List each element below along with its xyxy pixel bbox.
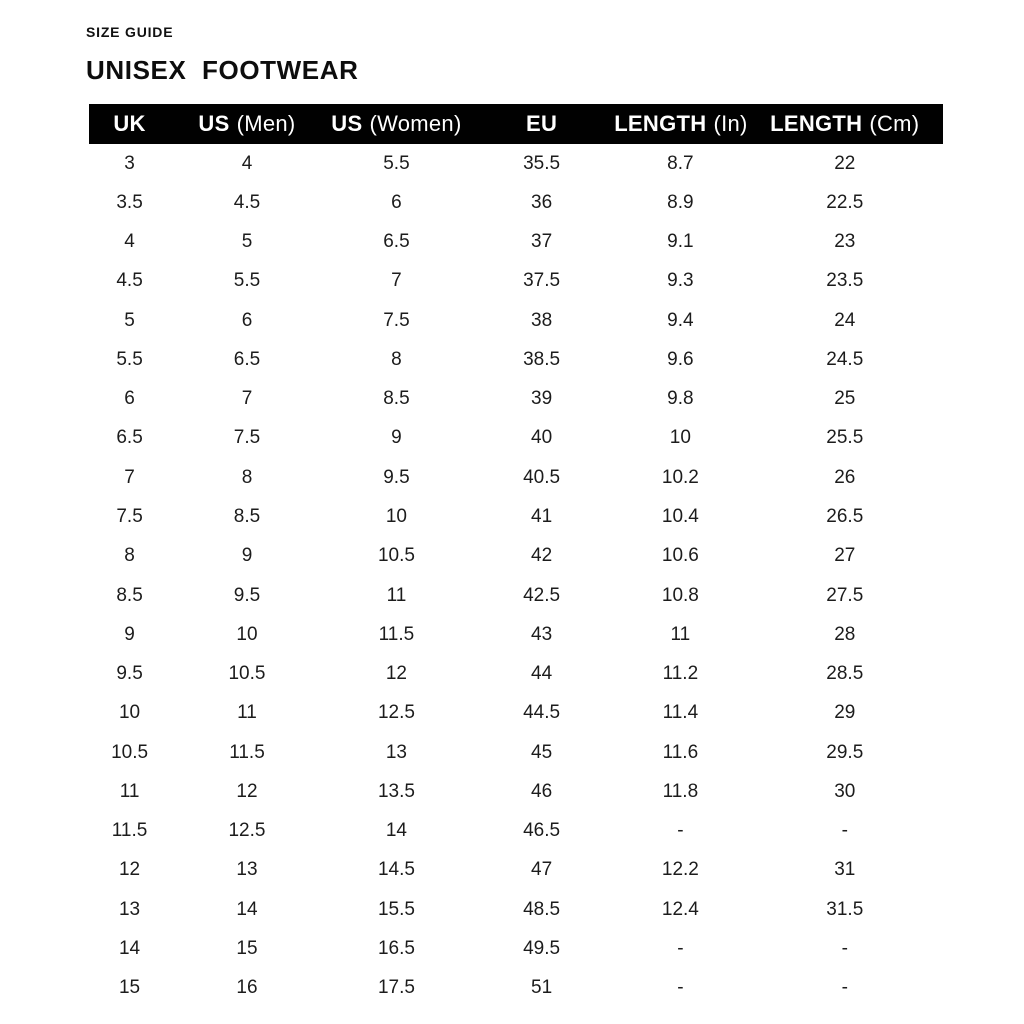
table-cell: - <box>841 937 848 959</box>
table-cell: 31.5 <box>826 898 864 920</box>
table-cell: 12 <box>385 663 407 685</box>
table-cell: 46 <box>531 780 553 802</box>
table-cell: 51 <box>531 977 553 999</box>
table-cell: 42 <box>531 545 553 567</box>
table-cell: 11 <box>670 623 691 645</box>
table-cell: 5.5 <box>233 270 261 292</box>
column-header-us-men <box>170 104 324 144</box>
column-header-uk <box>89 104 170 144</box>
table-cell: - <box>841 820 848 842</box>
table-cell: 44.5 <box>523 702 561 724</box>
table-cell: 5.5 <box>383 152 410 174</box>
column-header-main: LENGTH <box>614 111 707 136</box>
table-row <box>89 458 943 497</box>
table-cell: 22.5 <box>826 191 864 213</box>
table-cell: 12.5 <box>228 820 266 842</box>
table-cell: 49.5 <box>523 937 561 959</box>
table-cell: 4.5 <box>116 270 143 292</box>
table-cell: 39 <box>531 388 553 410</box>
table-cell: 27 <box>834 545 856 567</box>
table-cell: 11.6 <box>662 741 699 763</box>
table-cell: 4 <box>241 152 253 174</box>
table-row <box>89 654 943 693</box>
table-cell: 35.5 <box>523 152 561 174</box>
table-cell: 10.5 <box>111 741 149 763</box>
table-cell: 9.6 <box>667 348 694 370</box>
table-row <box>89 615 943 654</box>
table-cell: 25.5 <box>826 427 864 449</box>
table-cell: 3 <box>124 152 135 174</box>
table-cell: 7.5 <box>383 309 410 331</box>
table-cell: 10 <box>385 506 407 528</box>
column-header-main: US <box>198 111 230 136</box>
table-cell: 10 <box>236 623 258 645</box>
table-cell: 17.5 <box>377 977 415 999</box>
table-cell: 10 <box>669 427 691 449</box>
table-cell: 6.5 <box>116 427 143 449</box>
table-cell: 8 <box>241 466 253 488</box>
table-cell: 23 <box>834 231 856 253</box>
table-cell: 48.5 <box>523 898 561 920</box>
table-cell: 12 <box>236 780 258 802</box>
table-cell: 14 <box>385 820 407 842</box>
table-cell: 6.5 <box>233 348 261 370</box>
table-row <box>89 340 943 379</box>
table-cell: 5 <box>124 309 135 331</box>
table-cell: 9.1 <box>667 231 694 253</box>
table-cell: 6 <box>124 388 135 410</box>
table-cell: 43 <box>531 623 553 645</box>
table-cell: 13 <box>236 859 258 881</box>
table-cell: 11.5 <box>229 741 265 763</box>
table-cell: 8.5 <box>233 506 261 528</box>
table-cell: 13 <box>118 898 141 920</box>
table-cell: 10 <box>118 702 141 724</box>
table-row <box>89 576 943 615</box>
table-cell: 7 <box>391 270 402 292</box>
table-cell: 12 <box>118 859 141 881</box>
table-cell: 7 <box>124 466 135 488</box>
table-cell: 4.5 <box>233 191 261 213</box>
table-cell: 11.2 <box>662 663 699 685</box>
table-cell: 15 <box>236 937 258 959</box>
table-cell: 8.5 <box>383 388 410 410</box>
table-cell: 9 <box>391 427 402 449</box>
table-row <box>89 537 943 576</box>
table-cell: 37 <box>531 231 553 253</box>
table-cell: 9.8 <box>667 388 694 410</box>
table-cell: 10.2 <box>661 466 699 488</box>
table-cell: 38 <box>531 309 553 331</box>
table-header-row <box>89 104 943 144</box>
column-header-sub: (Cm) <box>869 111 920 136</box>
column-header-sub: (Men) <box>236 111 296 136</box>
table-cell: 38.5 <box>523 348 561 370</box>
table-cell: 47 <box>531 859 553 881</box>
column-header-length-in <box>614 104 746 144</box>
table-cell: - <box>841 977 848 999</box>
table-cell: 8 <box>124 545 135 567</box>
table-cell: 28 <box>834 623 856 645</box>
page-title: UNISEX FOOTWEAR <box>86 55 359 85</box>
table-cell: 23.5 <box>826 270 864 292</box>
table-cell: - <box>677 977 684 999</box>
table-row <box>89 262 943 301</box>
table-cell: 6 <box>241 309 253 331</box>
size-guide-label: SIZE GUIDE <box>86 24 174 40</box>
table-cell: 15 <box>118 977 141 999</box>
table-row <box>89 301 943 340</box>
table-cell: 9.3 <box>667 270 694 292</box>
table-cell: 11.5 <box>378 623 415 645</box>
table-cell: 9 <box>241 545 253 567</box>
table-row <box>89 694 943 733</box>
table-row <box>89 733 943 772</box>
table-cell: 45 <box>531 741 553 763</box>
table-cell: 12.2 <box>661 859 699 881</box>
table-cell: 37.5 <box>523 270 561 292</box>
table-row <box>89 812 943 851</box>
table-row <box>89 183 943 222</box>
table-cell: 29.5 <box>826 741 864 763</box>
table-cell: 3.5 <box>116 191 143 213</box>
table-cell: 30 <box>834 780 856 802</box>
table-row <box>89 890 943 929</box>
table-row <box>89 772 943 811</box>
table-cell: 26.5 <box>826 506 864 528</box>
table-cell: 24 <box>834 309 856 331</box>
table-cell: 44 <box>531 663 553 685</box>
table-cell: 26 <box>834 466 856 488</box>
table-cell: 8.9 <box>667 191 694 213</box>
table-cell: 12.4 <box>661 898 699 920</box>
table-cell: 11.4 <box>662 702 699 724</box>
table-row <box>89 929 943 968</box>
table-cell: 24.5 <box>826 348 864 370</box>
table-cell: 46.5 <box>523 820 561 842</box>
table-body <box>89 144 943 1008</box>
table-cell: 10.4 <box>661 506 699 528</box>
table-cell: 22 <box>834 152 856 174</box>
table-cell: 14 <box>118 937 141 959</box>
table-cell: 5.5 <box>116 348 143 370</box>
table-cell: 11 <box>119 780 140 802</box>
table-cell: 4 <box>124 231 135 253</box>
table-cell: 9.5 <box>383 466 410 488</box>
table-cell: 27.5 <box>826 584 864 606</box>
table-row <box>89 851 943 890</box>
table-row <box>89 223 943 262</box>
table-cell: 9.4 <box>667 309 694 331</box>
table-cell: 6.5 <box>383 231 410 253</box>
table-cell: 7.5 <box>116 506 143 528</box>
table-cell: 14 <box>236 898 258 920</box>
table-row <box>89 969 943 1008</box>
table-cell: 7.5 <box>233 427 261 449</box>
table-cell: - <box>677 937 684 959</box>
table-row <box>89 419 943 458</box>
table-cell: 5 <box>241 231 253 253</box>
table-cell: 13 <box>385 741 407 763</box>
table-cell: 9.5 <box>116 663 143 685</box>
table-cell: 29 <box>834 702 856 724</box>
table-cell: 6 <box>391 191 402 213</box>
table-cell: 41 <box>531 506 553 528</box>
table-row <box>89 380 943 419</box>
table-row <box>89 497 943 536</box>
column-header-length-cm <box>747 104 943 144</box>
table-cell: 10.6 <box>661 545 699 567</box>
column-header-main: LENGTH <box>770 111 863 136</box>
table-cell: 8 <box>391 348 402 370</box>
column-header-main: US <box>331 111 363 136</box>
table-cell: 15.5 <box>377 898 415 920</box>
table-cell: 25 <box>834 388 856 410</box>
table-cell: 14.5 <box>377 859 415 881</box>
table-cell: 42.5 <box>523 584 561 606</box>
column-header-sub: (In) <box>713 111 748 136</box>
table-cell: 8.5 <box>116 584 143 606</box>
table-cell: 13.5 <box>377 780 415 802</box>
table-cell: 11 <box>237 702 257 724</box>
table-header <box>89 104 943 144</box>
table-cell: 31 <box>834 859 856 881</box>
table-cell: 8.7 <box>667 152 694 174</box>
table-cell: - <box>677 820 684 842</box>
table-cell: 11.5 <box>111 820 148 842</box>
table-row <box>89 144 943 183</box>
table-cell: 9.5 <box>233 584 261 606</box>
table-cell: 10.5 <box>228 663 266 685</box>
table-cell: 36 <box>531 191 553 213</box>
table-cell: 9 <box>124 623 135 645</box>
column-header-eu <box>469 104 614 144</box>
column-header-main: UK <box>113 111 146 136</box>
table-cell: 40 <box>531 427 553 449</box>
column-header-us-women <box>324 104 469 144</box>
table-cell: 7 <box>241 388 253 410</box>
table-cell: 10.5 <box>377 545 415 567</box>
column-header-sub: (Women) <box>369 111 462 136</box>
table-cell: 11.8 <box>662 780 699 802</box>
table-cell: 16 <box>236 977 258 999</box>
table-cell: 10.8 <box>661 584 699 606</box>
table-cell: 11 <box>386 584 407 606</box>
table-cell: 16.5 <box>377 937 415 959</box>
table-cell: 40.5 <box>523 466 561 488</box>
size-chart-table <box>89 104 943 1008</box>
table-cell: 28.5 <box>826 663 864 685</box>
table-cell: 12.5 <box>377 702 415 724</box>
column-header-main: EU <box>526 111 558 136</box>
